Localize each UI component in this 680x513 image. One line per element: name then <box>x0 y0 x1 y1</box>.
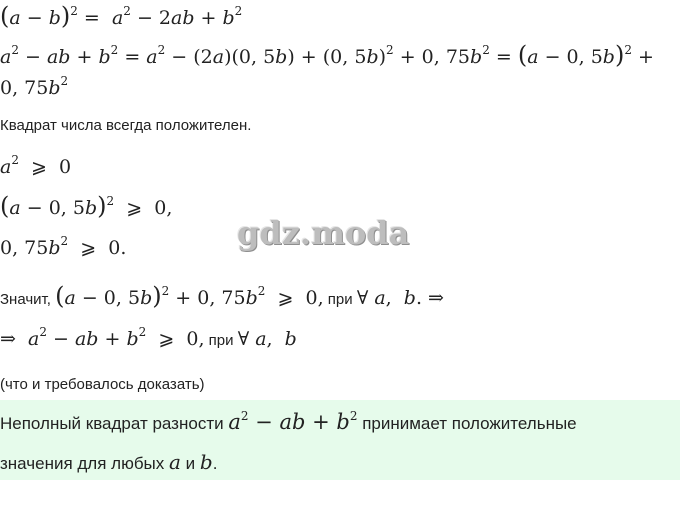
conclusion-line-2 <box>0 450 217 474</box>
therefore-statement: Значит, (a − 0, 5b)$^2$ + 0, $75b^2$ ⩾ 0, при ∀ a, b. ⇒ <box>0 282 444 310</box>
formula-transformation-continued: 0, $75b^2$ <box>0 74 69 99</box>
conclusion-line-1: Неполный квадрат разности $a^2$ − ab + $b^2$ принимает положительные <box>0 409 577 434</box>
statement-square-positive: Квадрат числа всегда положителен. <box>0 117 252 134</box>
conclusion-text-3: значения для любых <box>0 454 170 473</box>
for-label: при <box>323 291 357 308</box>
conclusion-period: . <box>212 454 218 473</box>
formula-square-of-difference: $(a - b)^2 = a^2 - 2ab + b^2$ <box>0 2 243 30</box>
therefore-label: Значит, <box>0 291 56 308</box>
var-a: a <box>169 450 181 474</box>
inequality-a-squared: $a^2$ ⩾ 0 <box>0 153 72 178</box>
implication-statement: ⇒ $a^2$ − ab + $b^2$ ⩾ 0, при ∀ a, b <box>0 325 297 350</box>
conclusion-text-2: принимает положительные <box>357 414 577 433</box>
qed-note: (что и требовалось доказать) <box>0 376 205 393</box>
formula-transformation: $a^2$ − ab + $b^2 = a^2 - (2a)(0$, 5b) + (0, 5b)$^2$ + 0, $75b^2 = (a - 0$, 5b)$^2$ + <box>0 41 654 69</box>
conclusion-text-1: Неполный квадрат разности <box>0 414 229 433</box>
watermark-logo: gdz.moda <box>237 214 410 252</box>
inequality-075b-squared: 0, $75b^2$ ⩾ 0. <box>0 234 127 259</box>
var-b: b <box>199 450 213 474</box>
for-label-2: при <box>204 332 238 349</box>
inequality-difference-squared: (a − 0, 5b)$^2$ ⩾ 0, <box>0 192 173 220</box>
conclusion-and: и <box>180 454 200 473</box>
